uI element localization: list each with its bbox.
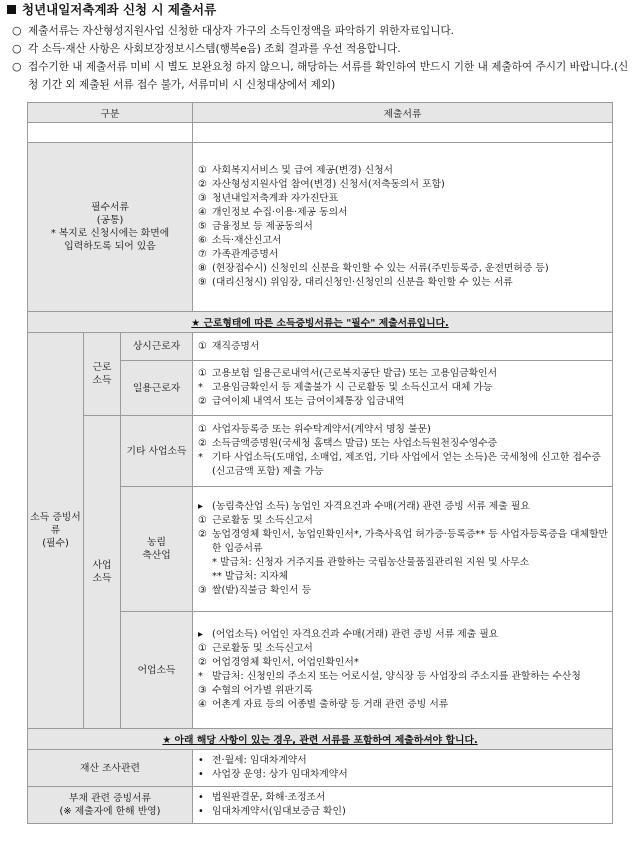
document-item bbox=[198, 570, 608, 584]
required-items bbox=[193, 143, 613, 312]
document-title bbox=[5, 0, 216, 20]
item-text: 법원판결문, 화해·조정조서 bbox=[212, 792, 326, 803]
label-line: 사업 bbox=[92, 560, 112, 571]
income-label bbox=[28, 333, 84, 729]
item-text: 근로활동 및 소득신고서 bbox=[212, 515, 313, 526]
item-text: 전·월세: 임대차계약서 bbox=[212, 755, 307, 766]
header-category: 구분 bbox=[28, 103, 193, 123]
item-text: 어촌계 자료 등의 어종별 출하량 등 거래 관련 증빙 서류 bbox=[212, 699, 449, 710]
item-text: 금융정보 등 제공동의서 bbox=[212, 221, 313, 232]
item-marker: • bbox=[198, 806, 204, 817]
document-item bbox=[198, 584, 608, 598]
document-item bbox=[198, 642, 608, 656]
item-text: 쌀(밭)직불금 확인서 등 bbox=[212, 585, 312, 596]
document-item bbox=[198, 381, 608, 395]
circle-bullet-icon: ○ bbox=[12, 42, 22, 55]
item-text: (대리신청시) 위임장, 대리신청인·신청인의 신분을 확인할 수 있는 서류 bbox=[212, 277, 513, 288]
document-item bbox=[198, 684, 608, 698]
item-marker: ⑦ bbox=[198, 249, 207, 260]
document-item bbox=[198, 262, 608, 276]
label-line: 류 bbox=[50, 525, 61, 536]
document-item bbox=[198, 340, 608, 354]
label-line: 소득 bbox=[92, 573, 112, 584]
item-marker: ③ bbox=[198, 685, 207, 696]
item-marker: ① bbox=[198, 643, 207, 654]
title-text: 청년내일저축계좌 신청 시 제출서류 bbox=[22, 2, 217, 17]
item-text: 급여이체 내역서 또는 급여이체통장 입금내역 bbox=[212, 396, 405, 407]
item-marker bbox=[198, 570, 212, 584]
item-marker: ⑥ bbox=[198, 235, 207, 246]
document-item bbox=[198, 234, 608, 248]
notes-list bbox=[12, 22, 634, 94]
item-text: 사업자등록증 또는 위수탁계약서(계약서 명칭 불문) bbox=[212, 424, 431, 435]
labor-income-label bbox=[84, 333, 121, 416]
item-marker: • bbox=[198, 792, 204, 803]
item-marker: ⑤ bbox=[198, 221, 207, 232]
item-marker: ① bbox=[198, 515, 207, 526]
item-text: 고용임금확인서 등 제출불가 시 근로활동 및 소득신고서 대체 가능 bbox=[212, 382, 493, 393]
item-text: (어업소득) 어업인 자격요건과 수매(거래) 관련 증빙 서류 제출 필요 bbox=[212, 629, 499, 640]
item-text: 근로활동 및 소득신고서 bbox=[212, 643, 313, 654]
item-text: * 발급처: 신청자 거주지를 관할하는 국립농산물품질관리원 지원 및 사무소 bbox=[212, 557, 530, 568]
item-text: 재직증명서 bbox=[212, 340, 260, 352]
item-marker: • bbox=[198, 769, 204, 780]
document-item bbox=[198, 192, 608, 206]
document-item bbox=[198, 178, 608, 192]
square-bullet-icon bbox=[7, 5, 16, 14]
document-item bbox=[198, 164, 608, 178]
item-marker: ▸ bbox=[198, 629, 203, 640]
document-item bbox=[198, 423, 608, 437]
item-marker bbox=[198, 556, 212, 570]
table-header-row bbox=[28, 103, 613, 123]
label-line: 농림 bbox=[147, 537, 166, 548]
regular-worker-label: 상시근로자 bbox=[121, 333, 193, 361]
document-item bbox=[198, 656, 608, 670]
item-marker: ① bbox=[198, 424, 207, 435]
header-documents: 제출서류 bbox=[193, 103, 613, 123]
circle-bullet-icon: ○ bbox=[12, 24, 22, 37]
document-item bbox=[198, 754, 608, 768]
item-marker: ① bbox=[198, 368, 207, 379]
item-marker: ▸ bbox=[198, 501, 203, 512]
document-item bbox=[198, 220, 608, 234]
item-text: ** 발급처: 지자체 bbox=[212, 571, 289, 582]
property-items bbox=[193, 750, 613, 787]
document-item bbox=[198, 395, 608, 409]
regular-worker-row bbox=[28, 333, 613, 361]
item-marker: ② bbox=[198, 438, 207, 449]
item-marker: * bbox=[198, 671, 203, 682]
fishery-label: 어업소득 bbox=[121, 612, 193, 729]
item-marker: ② bbox=[198, 529, 207, 540]
agriculture-label bbox=[121, 487, 193, 612]
label-line: 소득 증빙서 bbox=[30, 512, 81, 523]
item-text: (농림축산업 소득) 농업인 자격요건과 수매(거래) 관련 증빙 서류 제출 필요 bbox=[212, 501, 530, 512]
other-business-label: 기타 사업소득 bbox=[121, 416, 193, 487]
item-text: 농업경영체 확인서, 농업인확인서*, 가축사육업 허가증·등록증** 등 사업자등록증을 대체할만한 입증서류 bbox=[212, 529, 609, 554]
label-line: (공통) bbox=[96, 215, 124, 226]
document-item bbox=[198, 528, 608, 556]
item-text: 발급처: 신청인의 주소지 또는 어로시설, 양식장 등 사업장의 주소지를 관할하는 수산청 bbox=[212, 671, 581, 682]
label-line: (※ 제출자에 한해 반영) bbox=[59, 806, 161, 817]
item-text: 소득·재산신고서 bbox=[212, 235, 282, 246]
label-line: 근로 bbox=[92, 362, 112, 373]
debt-row bbox=[28, 787, 613, 824]
item-text: 어업경영체 확인서, 어업인확인서* bbox=[212, 657, 359, 668]
regular-worker-items bbox=[193, 333, 613, 361]
label-line: 입력하도록 되어 있음 bbox=[64, 241, 156, 252]
note-item bbox=[12, 40, 634, 58]
property-label: 재산 조사관련 bbox=[28, 750, 193, 787]
note-item bbox=[12, 58, 634, 94]
optional-notice-row bbox=[28, 729, 613, 750]
item-text: 소득금액증명원(국세청 홈택스 발급) 또는 사업소득원천징수영수증 bbox=[212, 438, 498, 449]
label-line: (필수) bbox=[42, 538, 69, 549]
item-marker: ② bbox=[198, 657, 207, 668]
document-item bbox=[198, 206, 608, 220]
document-item bbox=[198, 805, 608, 819]
business-income-label bbox=[84, 416, 121, 729]
label-line: 축산업 bbox=[142, 550, 171, 561]
item-text: 가족관계증명서 bbox=[212, 249, 279, 260]
item-text: (현장접수시) 신청인의 신분을 확인할 수 있는 서류(주민등록증, 운전면허증 등) bbox=[212, 263, 549, 274]
document-item bbox=[198, 628, 608, 642]
item-text: 고용보험 일용근로내역서(근로복지공단 발급) 또는 고용임금확인서 bbox=[212, 368, 498, 379]
income-notice-row bbox=[28, 312, 613, 333]
circle-bullet-icon: ○ bbox=[12, 60, 22, 73]
daily-worker-items bbox=[193, 361, 613, 416]
property-row bbox=[28, 750, 613, 787]
item-marker: ① bbox=[198, 340, 207, 352]
daily-worker-label: 일용근로자 bbox=[121, 361, 193, 416]
item-marker: ⑨ bbox=[198, 277, 207, 288]
spacer-row bbox=[28, 123, 613, 143]
label-line: 부채 관련 증빙서류 bbox=[69, 793, 151, 804]
fishery-items bbox=[193, 612, 613, 729]
document-item bbox=[198, 670, 608, 684]
document-item bbox=[198, 451, 608, 479]
income-notice: ★ 근로형태에 따른 소득증빙서류는 "필수" 제출서류입니다. bbox=[28, 312, 613, 333]
item-text: 자산형성지원사업 참여(변경) 신청서(저축동의서 포함) bbox=[212, 179, 445, 190]
note-text: 제출서류는 자산형성지원사업 신청한 대상자 가구의 소득인정액을 파악하기 위한자료입니다. bbox=[28, 25, 455, 37]
label-line: 소득 bbox=[92, 375, 112, 386]
item-text: 수협의 어가별 위판기록 bbox=[212, 685, 313, 696]
agriculture-items bbox=[193, 487, 613, 612]
item-marker: ⑧ bbox=[198, 263, 207, 274]
document-item bbox=[198, 556, 608, 570]
item-text: 개인정보 수집·이용·제공 동의서 bbox=[212, 207, 348, 218]
documents-table bbox=[27, 102, 613, 824]
item-text: 청년내일저축계좌 자가진단표 bbox=[212, 193, 339, 204]
label-line: 필수서류 bbox=[91, 202, 129, 213]
item-marker: ③ bbox=[198, 193, 207, 204]
document-item bbox=[198, 248, 608, 262]
item-text: 사업장 운영: 상가 임대차계약서 bbox=[212, 769, 348, 780]
item-marker: ② bbox=[198, 179, 207, 190]
document-item bbox=[198, 500, 608, 514]
other-business-row bbox=[28, 416, 613, 487]
item-marker: ② bbox=[198, 396, 207, 407]
note-item bbox=[12, 22, 634, 40]
item-marker: • bbox=[198, 755, 204, 766]
label-line: * 복지로 신청시에는 화면에 bbox=[50, 228, 170, 239]
document-item bbox=[198, 791, 608, 805]
document-item bbox=[198, 768, 608, 782]
other-business-items bbox=[193, 416, 613, 487]
document-item bbox=[198, 514, 608, 528]
item-marker: ④ bbox=[198, 207, 207, 218]
item-text: 임대차계약서(임대보증금 확인) bbox=[212, 806, 346, 817]
item-marker: ③ bbox=[198, 585, 207, 596]
item-text: 기타 사업소득(도매업, 소매업, 제조업, 기타 사업에서 얻는 소득)은 국세청에 신고한 접수증(신고금액 포함) 제출 가능 bbox=[212, 452, 601, 477]
item-marker: ④ bbox=[198, 699, 207, 710]
document-item bbox=[198, 698, 608, 712]
document-item bbox=[198, 367, 608, 381]
debt-label bbox=[28, 787, 193, 824]
item-marker: ① bbox=[198, 165, 207, 176]
debt-items bbox=[193, 787, 613, 824]
required-label bbox=[28, 143, 193, 312]
item-marker: * bbox=[198, 452, 203, 463]
note-text: 각 소득·재산 사항은 사회보장정보시스템(행복e음) 조회 결과를 우선 적용합니다. bbox=[28, 43, 401, 55]
note-text: 접수기한 내 제출서류 미비 시 별도 보완요청 하지 않으니, 해당하는 서류를 확인하여 반드시 기한 내 제출하여 주시기 바랍니다.(신청 기간 외 제출된 서류 접수 불가, 서류미비 시 신청대상에서 제외) bbox=[28, 61, 629, 91]
document-item bbox=[198, 276, 608, 290]
document-item bbox=[198, 437, 608, 451]
optional-notice: ★ 아래 해당 사항이 있는 경우, 관련 서류를 포함하여 제출하셔야 합니다. bbox=[28, 729, 613, 750]
required-row bbox=[28, 143, 613, 312]
item-marker: * bbox=[198, 382, 203, 393]
item-text: 사회복지서비스 및 급여 제공(변경) 신청서 bbox=[212, 165, 394, 176]
